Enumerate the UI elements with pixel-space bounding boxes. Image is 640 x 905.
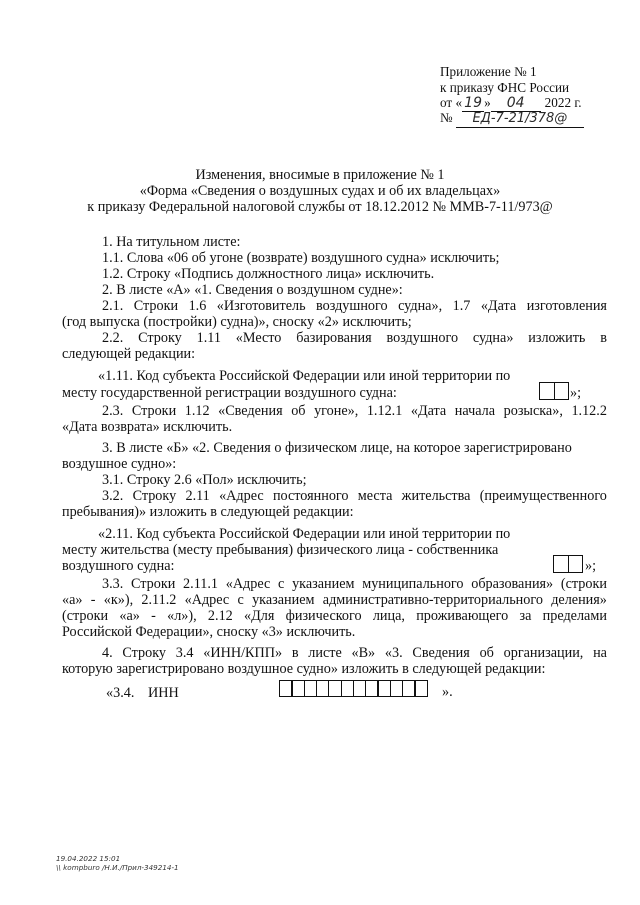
word: места: [357, 488, 393, 504]
word: 1.11: [196, 330, 221, 346]
word: «а»: [62, 592, 83, 608]
word: с: [278, 576, 285, 592]
word: лица,: [372, 608, 405, 624]
word: изложить: [528, 330, 586, 346]
word: (преимущественного: [479, 488, 607, 504]
quote-2-11-line3: воздушного судна:: [62, 558, 175, 574]
inn-cell: [414, 680, 428, 697]
word: воздушного: [386, 330, 459, 346]
paragraph-3-line2: воздушное судно»:: [62, 456, 177, 472]
word: Строку: [122, 645, 167, 661]
word: «к»),: [103, 592, 134, 608]
region-code-field-1: [539, 382, 569, 400]
word: 3.4: [175, 645, 194, 661]
quote-2-11-line2: месту жительства (месту пребывания) физического лица - собственника: [62, 542, 499, 558]
word: на: [593, 645, 607, 661]
word: «л»),: [167, 608, 197, 624]
word: -: [151, 608, 156, 624]
paragraph-2-1-line2: (год выпуска (постройки) судна)», сноску «2» исключить;: [62, 314, 412, 330]
word: организации,: [503, 645, 584, 661]
word: 2.11: [185, 488, 210, 504]
paragraph-3-1: 3.1. Строку 2.6 «Пол» исключить;: [102, 472, 307, 488]
word: «Изготовитель: [216, 298, 306, 314]
quote-1-11-end: »;: [570, 385, 582, 401]
word: «3.: [384, 645, 403, 661]
paragraph-1: 1. На титульном листе:: [102, 234, 241, 250]
word: 2.11.1: [183, 576, 218, 592]
paragraph-2-3-line2: «Дата возврата» исключить.: [62, 419, 233, 435]
word: Строки: [131, 403, 177, 419]
word: проживающего: [416, 608, 509, 624]
word: 2.2.: [102, 330, 124, 346]
paragraph-2: 2. В листе «А» «1. Сведения о воздушном судне»:: [102, 282, 403, 298]
word: об: [479, 645, 494, 661]
order-date-line: от « 19 » 04 2022 г.: [440, 95, 582, 111]
word: 1.6: [188, 298, 207, 314]
word: листе: [308, 645, 342, 661]
document-title-line1: Изменения, вносимые в приложение № 1: [195, 167, 445, 183]
word: розыска»,: [503, 403, 563, 419]
word: «Сведения: [218, 403, 283, 419]
word: «Адрес: [184, 592, 230, 608]
word: судна»,: [398, 298, 443, 314]
word: «Адрес: [219, 488, 264, 504]
word: 2.11.2: [141, 592, 177, 608]
word: указанием: [252, 592, 315, 608]
paragraph-3-3-line2: [62, 592, 607, 608]
word: «В»: [351, 645, 376, 661]
word: базирования: [296, 330, 372, 346]
word: «Дата: [480, 298, 517, 314]
word: «Адрес: [225, 576, 271, 592]
region-code-divider: [554, 383, 555, 399]
word: в: [291, 645, 299, 661]
paragraph-3-2-line1: [102, 488, 607, 504]
word: деления»: [551, 592, 607, 608]
inn-cells: [279, 680, 449, 697]
paragraph-3-line1: 3. В листе «Б» «2. Сведения о физическом лице, на которое зарегистрировано: [102, 440, 572, 456]
word: 1.12.1: [366, 403, 403, 419]
word: Строку: [138, 330, 182, 346]
footer-timestamp: 19.04.2022 15:01: [56, 854, 121, 863]
quote-3-4-inn: ИНН: [148, 685, 179, 701]
word: начала: [454, 403, 496, 419]
order-reference: к приказу ФНС России: [440, 80, 570, 95]
word: воздушного: [316, 298, 388, 314]
word: угоне»,: [314, 403, 359, 419]
order-month: 04: [491, 95, 541, 112]
word: «ИНН/КПП»: [203, 645, 283, 661]
order-number-line: № ЕД-7-21/378@: [440, 110, 584, 128]
word: жительства: [401, 488, 471, 504]
word: (строки: [560, 576, 607, 592]
word: в: [600, 330, 607, 346]
word: постоянного: [272, 488, 349, 504]
word: 4.: [102, 645, 113, 661]
word: «Место: [235, 330, 282, 346]
order-day: 19: [462, 95, 484, 112]
word: физического: [285, 608, 362, 624]
word: образования»: [471, 576, 554, 592]
paragraph-3-2-line2: пребывания)» изложить в следующей редакции:: [62, 504, 354, 520]
word: 2.1.: [102, 298, 124, 314]
paragraph-2-3-line1: [102, 403, 607, 419]
word: (строки: [62, 608, 109, 624]
paragraph-1-1: 1.1. Слова «06 об угоне (возврате) воздушного судна» исключить;: [102, 250, 500, 266]
document-title-line3: к приказу Федеральной налоговой службы от 18.12.2012 № ММВ-7-11/973@: [87, 199, 553, 215]
appendix-number: Приложение № 1: [440, 64, 537, 79]
word: административно-территориального: [322, 592, 543, 608]
paragraph-3-3-line4: Российской Федерации», сноску «3» исключить.: [62, 624, 356, 640]
word: с: [237, 592, 244, 608]
word: 1.7: [452, 298, 471, 314]
paragraph-4-line1: [102, 645, 607, 661]
word: судна»: [472, 330, 514, 346]
word: 2.3.: [102, 403, 124, 419]
paragraph-2-2-line2: следующей редакции:: [62, 346, 196, 362]
word: «Для: [244, 608, 275, 624]
region-code-divider: [568, 556, 569, 572]
region-code-field-2: [553, 555, 583, 573]
footer-file-path: \\ kompburo /Н.И./Прил-349214-1: [56, 863, 179, 872]
paragraph-1-2: 1.2. Строку «Подпись должностного лица» исключить.: [102, 266, 435, 282]
paragraph-3-3-line1: [102, 576, 607, 592]
word: пределами: [542, 608, 607, 624]
paragraph-2-1-line1: [102, 298, 607, 314]
word: Сведения: [412, 645, 470, 661]
word: Строки: [131, 576, 176, 592]
word: Строку: [132, 488, 177, 504]
word: об: [291, 403, 306, 419]
quote-2-11-end: »;: [585, 558, 597, 574]
word: изготовления: [526, 298, 607, 314]
word: указанием: [292, 576, 355, 592]
document-title-line2: «Форма «Сведения о воздушных судах и об их владельцах»: [139, 183, 501, 199]
word: муниципального: [362, 576, 464, 592]
order-number: ЕД-7-21/378@: [456, 111, 584, 128]
word: 3.2.: [102, 488, 124, 504]
quote-3-4-end: ».: [442, 684, 453, 700]
word: 1.12.2: [571, 403, 607, 419]
word: «Дата: [410, 403, 447, 419]
paragraph-2-2-line1: [102, 330, 607, 346]
quote-3-4-label: «3.4.: [106, 685, 135, 701]
paragraph-4-line2: которую зарегистрировано воздушное судно» изложить в следующей редакции:: [62, 661, 546, 677]
quote-1-11-line2: месту государственной регистрации воздушного судна:: [62, 385, 397, 401]
word: Строки: [133, 298, 179, 314]
word: «а»: [119, 608, 140, 624]
paragraph-3-3-line3: [62, 608, 607, 624]
quote-1-11-line1: «1.11. Код субъекта Российской Федерации или иной территории по: [98, 368, 511, 384]
quote-2-11-line1: «2.11. Код субъекта Российской Федерации или иной территории по: [98, 526, 511, 542]
word: 1.12: [184, 403, 210, 419]
word: 3.3.: [102, 576, 124, 592]
word: -: [90, 592, 96, 608]
word: за: [519, 608, 532, 624]
word: 2.12: [207, 608, 233, 624]
